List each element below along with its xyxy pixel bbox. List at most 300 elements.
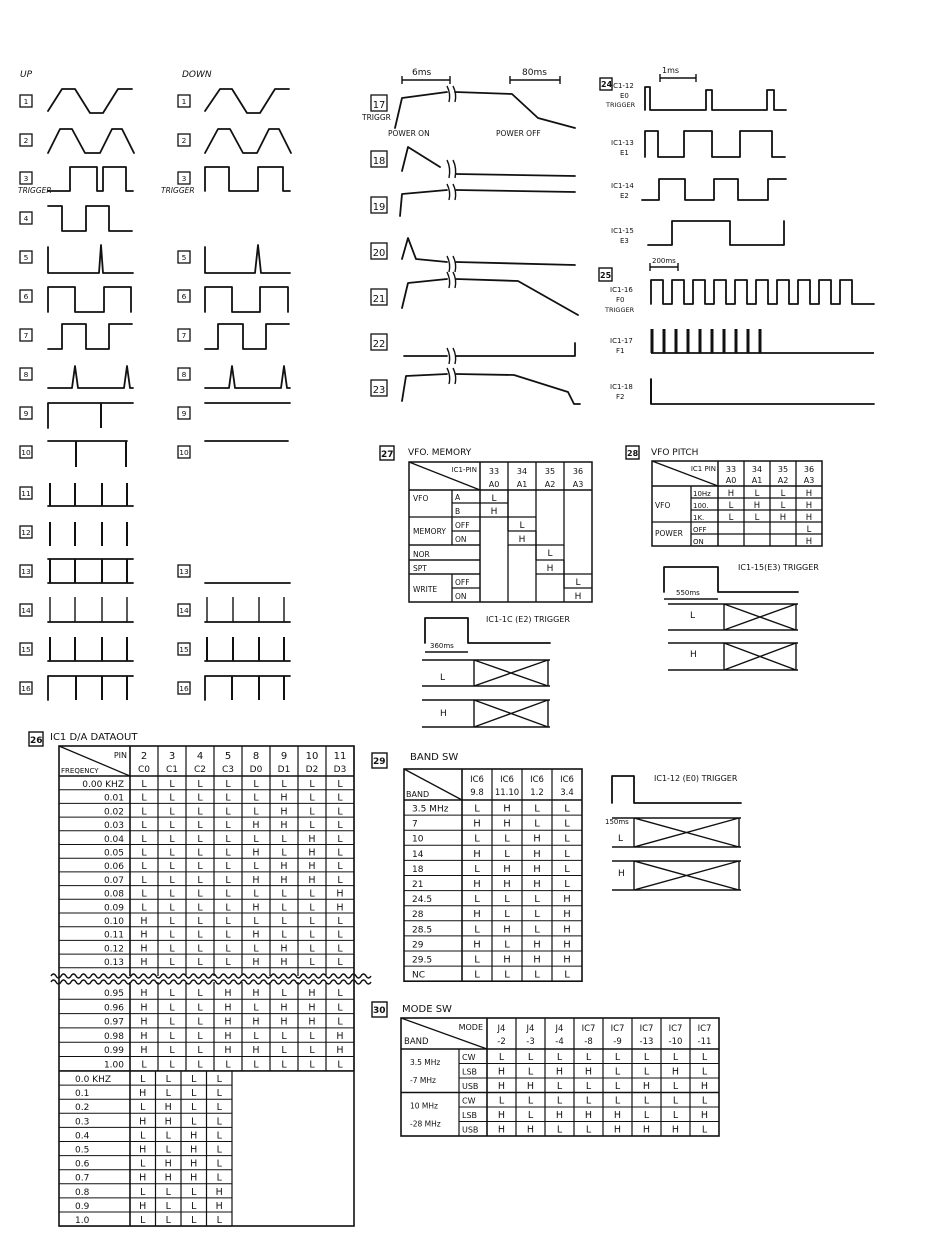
da-value: H — [336, 888, 344, 900]
da-value: L — [337, 779, 343, 790]
da-value: L — [197, 1016, 203, 1028]
power-row-number: 23 — [372, 385, 386, 396]
da-value: H — [308, 1016, 316, 1028]
da-value: L — [281, 833, 287, 845]
da-value: L — [309, 916, 315, 927]
vfo-pitch-value: L — [728, 501, 734, 511]
wave-17 — [395, 92, 575, 128]
da-value: L — [165, 1088, 171, 1100]
mode-sw-title: MODE SW — [402, 1004, 452, 1015]
mode-value: H — [671, 1066, 680, 1078]
da-value: L — [225, 957, 231, 969]
da-value: H — [308, 1002, 316, 1014]
da-value: L — [309, 779, 315, 790]
vfo-memory-sub: ON — [455, 535, 467, 544]
da-value: L — [216, 1130, 222, 1142]
e-name-label: E0 — [620, 92, 629, 100]
da-pin-sig: C2 — [193, 765, 207, 775]
band-sw-l-label: L — [618, 834, 624, 844]
vfo-memory-value: H — [518, 535, 526, 545]
down-wave-6 — [205, 287, 288, 312]
da-value: L — [309, 1045, 315, 1057]
da-value: L — [197, 833, 203, 845]
da-value: L — [197, 792, 203, 804]
da-value: H — [336, 902, 344, 914]
band-col-a: IC6 — [560, 775, 574, 785]
da-value: H — [139, 1144, 147, 1156]
wave-e0 — [645, 87, 786, 110]
da-value: H — [280, 1016, 288, 1028]
mode-value: L — [527, 1110, 534, 1121]
da-value: L — [169, 820, 175, 832]
vfo-memory-group: MEMORY — [413, 527, 446, 536]
vfo-pitch-pin-num: 33 — [725, 465, 737, 474]
da-value: H — [140, 988, 148, 999]
band-value: H — [563, 909, 571, 921]
da-value: L — [309, 792, 315, 804]
da-value: L — [337, 929, 343, 941]
da-value: L — [281, 888, 287, 900]
vfo-pitch-value: H — [805, 513, 813, 523]
power-row-number: 19 — [372, 202, 386, 213]
da-value: H — [308, 874, 316, 886]
da-pin-sig: D0 — [249, 765, 263, 775]
power-on-label: POWER ON — [388, 129, 430, 138]
mode-value: L — [701, 1066, 708, 1078]
down-row-number: 13 — [179, 567, 189, 576]
vfo-memory-value: L — [575, 578, 581, 588]
da-value: L — [225, 847, 231, 859]
da-value: H — [252, 820, 260, 832]
up-row-number: 10 — [21, 448, 31, 457]
up-row-number: 2 — [23, 136, 29, 145]
band-value: H — [533, 848, 541, 860]
mode-value: L — [527, 1095, 534, 1107]
da-value: L — [169, 1030, 175, 1042]
vfo-memory-group: WRITE — [413, 585, 438, 594]
band-value: H — [563, 894, 571, 906]
vfo-pitch-pin-num: 35 — [777, 465, 789, 474]
mode-value: L — [672, 1052, 679, 1063]
block-num-25: 25 — [600, 271, 612, 280]
da-freq: 0.9 — [75, 1201, 90, 1212]
up-row-number: 7 — [23, 331, 29, 340]
mode-col-a: IC7 — [581, 1024, 596, 1034]
band-value: H — [473, 879, 481, 890]
up-row-number: 12 — [21, 528, 31, 537]
mode-value: L — [643, 1095, 650, 1107]
vfo-memory-trigger-time: 360ms — [430, 642, 454, 650]
mode-band-l2: -28 MHz — [410, 1119, 441, 1129]
mode-value: H — [497, 1124, 506, 1136]
band-col-b: 9.8 — [470, 788, 484, 798]
down-label: DOWN — [182, 70, 212, 80]
vfo-pitch-value: L — [806, 525, 812, 535]
band-value: L — [534, 818, 540, 830]
da-value: L — [169, 957, 175, 969]
band-value: L — [504, 848, 510, 860]
da-value: L — [337, 957, 343, 969]
da-value: H — [190, 1130, 198, 1142]
da-value: L — [337, 1002, 343, 1014]
da-value: H — [140, 916, 148, 927]
da-value: H — [308, 988, 316, 999]
da-value: L — [169, 874, 175, 886]
vfo-memory-pin-num: 35 — [544, 467, 556, 476]
mode-band-l1: 3.5 MHz — [410, 1058, 441, 1067]
da-value: L — [253, 1059, 259, 1071]
down-wave-3 — [205, 167, 290, 191]
da-value: L — [165, 1186, 171, 1198]
da-pin-sig: C0 — [137, 765, 151, 775]
vfo-memory-pin-sig: A1 — [516, 480, 528, 489]
vfo-pitch-pin-sig: A0 — [725, 476, 737, 485]
da-value: L — [225, 916, 231, 927]
up-row-number: 6 — [23, 292, 29, 301]
time-1ms-bracket — [660, 74, 696, 82]
da-freq: 0.98 — [103, 1031, 124, 1042]
vfo-pitch-value: L — [728, 513, 734, 523]
da-corner-bottom: FREQENCY — [61, 767, 99, 775]
mode-col-b: -4 — [555, 1037, 564, 1047]
da-freq: 0.99 — [103, 1046, 124, 1057]
band-value: L — [474, 833, 480, 845]
down-row-number: 5 — [181, 253, 187, 262]
da-value: L — [140, 1102, 146, 1114]
up-trigger-label: TRIGGER — [18, 186, 52, 195]
da-value: L — [165, 1215, 171, 1226]
up-row-number: 15 — [21, 645, 31, 654]
da-freq: 1.0 — [75, 1216, 90, 1226]
da-value: L — [225, 902, 231, 914]
da-value: L — [191, 1186, 197, 1198]
up-row-number: 14 — [21, 606, 31, 615]
vfo-pitch-trigger-title: IC1-15(E3) TRIGGER — [738, 563, 819, 572]
da-value: L — [197, 943, 203, 955]
up-wave-6 — [48, 287, 131, 312]
da-value: H — [140, 1016, 148, 1028]
wave-f1 — [651, 329, 874, 353]
up-row-number: 11 — [21, 489, 31, 498]
band-value: H — [473, 818, 481, 830]
time-6ms: 6ms — [412, 68, 432, 78]
vfo-memory-value: H — [490, 507, 498, 517]
da-freq: 0.10 — [103, 917, 124, 927]
vfo-memory-value: L — [547, 549, 553, 559]
up-row-number: 13 — [21, 567, 31, 576]
mode-col-a: IC7 — [610, 1024, 625, 1034]
da-value: L — [141, 1059, 147, 1071]
da-freq: 0.11 — [103, 930, 124, 941]
da-value: H — [224, 1016, 232, 1028]
band-col-a: IC6 — [470, 775, 484, 785]
vfo-memory-group: NOR — [413, 550, 430, 559]
mode-value: L — [585, 1081, 592, 1092]
da-value: L — [197, 1045, 203, 1057]
mode-value: L — [614, 1066, 621, 1078]
da-break-line-a — [51, 974, 371, 978]
da-value: L — [309, 1030, 315, 1042]
band-value: L — [564, 818, 570, 830]
mode-col-a: J4 — [526, 1024, 535, 1034]
da-freq: 0.04 — [103, 834, 124, 845]
da-value: H — [336, 1045, 344, 1057]
power-waveforms — [361, 68, 580, 404]
da-value: L — [309, 1059, 315, 1071]
da-value: L — [225, 779, 231, 790]
da-value: L — [337, 833, 343, 845]
mode-col-b: -3 — [526, 1037, 535, 1047]
mode-value: L — [585, 1052, 592, 1063]
da-value: L — [281, 929, 287, 941]
mode-value: L — [498, 1095, 505, 1107]
vfo-memory-trigger-title: IC1-1C (E2) TRIGGER — [486, 615, 570, 624]
wave-21 — [402, 279, 578, 315]
vfo-pitch-sub: 100. — [693, 502, 709, 510]
band-row-label: 29.5 — [412, 955, 433, 966]
block-num-27: 27 — [381, 450, 394, 460]
da-value: H — [164, 1116, 172, 1128]
mode-row-label: USB — [462, 1082, 479, 1091]
vfo-pitch-pin-sig: A3 — [803, 476, 815, 485]
da-value: L — [281, 988, 287, 999]
band-row-label: 29 — [412, 940, 424, 951]
band-value: H — [533, 879, 541, 890]
up-wave-4 — [48, 206, 132, 231]
da-value: H — [252, 929, 260, 941]
da-value: L — [281, 1030, 287, 1042]
da-value: L — [140, 1215, 146, 1226]
da-value: L — [281, 1045, 287, 1057]
da-pin-sig: C3 — [221, 765, 235, 775]
da-value: L — [197, 847, 203, 859]
vfo-pitch-pin-num: 36 — [803, 465, 815, 474]
vfo-memory-pin-sig: A2 — [544, 480, 556, 489]
da-pin-num: 11 — [333, 751, 347, 762]
da-freq: 0.08 — [103, 889, 124, 900]
up-wave-7 — [48, 324, 132, 349]
da-value: L — [225, 929, 231, 941]
da-dataout-block — [29, 732, 371, 1226]
power-row-number: 18 — [372, 156, 386, 167]
mode-value: L — [556, 1081, 563, 1092]
da-value: L — [140, 1074, 146, 1085]
vfo-memory-value: H — [546, 564, 554, 574]
da-value: H — [215, 1186, 223, 1198]
e-name-label: E1 — [620, 149, 629, 157]
band-value: L — [474, 924, 480, 936]
da-freq: 0.6 — [75, 1159, 90, 1170]
da-value: L — [141, 888, 147, 900]
da-value: H — [140, 943, 148, 955]
da-value: L — [337, 806, 343, 818]
da-value: L — [165, 1144, 171, 1156]
mode-col-b: -8 — [584, 1037, 593, 1047]
mode-value: L — [527, 1066, 534, 1078]
da-pin-num: 5 — [224, 751, 232, 762]
da-value: L — [197, 806, 203, 818]
vfo-pitch-value: L — [780, 489, 786, 499]
wave-18 — [402, 147, 575, 176]
up-row-number: 5 — [23, 253, 29, 262]
up-waveform-traces — [48, 89, 134, 700]
da-value: L — [253, 916, 259, 927]
down-row-number: 6 — [181, 292, 187, 301]
da-freq: 0.1 — [75, 1089, 90, 1100]
da-value: H — [252, 902, 260, 914]
da-value: H — [164, 1172, 172, 1184]
band-value: L — [504, 894, 510, 906]
band-row-label: 14 — [412, 849, 424, 860]
da-value: H — [140, 1002, 148, 1014]
da-value: H — [280, 957, 288, 969]
up-wave-16 — [48, 676, 133, 700]
da-freq: 1.00 — [103, 1060, 124, 1071]
da-value: L — [337, 943, 343, 955]
da-value: H — [139, 1088, 147, 1100]
da-pin-num: 2 — [140, 751, 148, 762]
up-row-number: 8 — [23, 370, 29, 379]
mode-value: H — [642, 1081, 651, 1092]
da-value: L — [165, 1074, 171, 1085]
mode-value: H — [700, 1081, 709, 1092]
wave-e1 — [645, 131, 785, 157]
vfo-pitch-group: VFO — [655, 501, 671, 510]
da-value: H — [280, 1002, 288, 1014]
da-freq: 0.00 KHZ — [82, 780, 124, 790]
da-value: L — [169, 806, 175, 818]
da-value: L — [216, 1215, 222, 1226]
mode-value: L — [672, 1110, 679, 1121]
down-row-number: 7 — [181, 331, 187, 340]
da-value: H — [140, 929, 148, 941]
band-value: H — [503, 924, 511, 936]
band-value: L — [534, 969, 540, 981]
band-value: H — [533, 833, 541, 845]
band-value: L — [564, 969, 570, 981]
da-value: L — [337, 988, 343, 999]
vfo-memory-pin-sig: A3 — [572, 480, 584, 489]
da-value: L — [253, 861, 259, 873]
vfo-memory-sub: OFF — [455, 578, 470, 587]
mode-col-a: IC7 — [697, 1024, 712, 1034]
da-freq: 0.7 — [75, 1173, 90, 1184]
da-freq: 0.12 — [103, 944, 124, 955]
da-value: L — [225, 792, 231, 804]
da-value: H — [280, 806, 288, 818]
break-18 — [447, 160, 456, 178]
da-value: H — [215, 1200, 223, 1212]
band-sw-h-label: H — [618, 869, 625, 879]
break-19 — [447, 184, 456, 200]
down-row-number: 15 — [179, 645, 189, 654]
f-extra-label: TRIGGER — [605, 306, 635, 314]
band-row-label: 3.5 MHz — [412, 804, 449, 815]
band-value: L — [474, 969, 480, 981]
da-freq: 0.05 — [103, 848, 124, 859]
da-freq: 0.95 — [103, 989, 124, 999]
band-value: L — [564, 879, 570, 890]
mode-value: L — [672, 1081, 679, 1092]
da-value: L — [141, 874, 147, 886]
band-row-label: 21 — [412, 880, 424, 890]
da-pin-num: 10 — [305, 751, 319, 762]
mode-col-b: -10 — [668, 1037, 683, 1047]
mode-value: L — [643, 1052, 650, 1063]
da-value: L — [197, 874, 203, 886]
down-row-number: 2 — [181, 136, 187, 145]
mode-value: H — [700, 1110, 709, 1121]
mode-col-a: J4 — [497, 1024, 506, 1034]
da-value: L — [197, 779, 203, 790]
mode-value: L — [643, 1110, 650, 1121]
da-freq: 0.5 — [75, 1145, 90, 1156]
mode-value: L — [556, 1052, 563, 1063]
down-wave-7 — [205, 324, 289, 349]
da-value: L — [281, 916, 287, 927]
vfo-pitch-value: H — [805, 537, 813, 547]
mode-value: L — [556, 1124, 563, 1136]
da-value: H — [224, 1002, 232, 1014]
da-value: L — [309, 902, 315, 914]
mode-corner-bottom: BAND — [404, 1037, 429, 1047]
da-value: H — [224, 988, 232, 999]
da-value: L — [140, 1130, 146, 1142]
band-sw-trigger-time: 150ms — [605, 818, 629, 826]
da-value: L — [197, 1030, 203, 1042]
block-num-30: 30 — [373, 1006, 386, 1016]
vfo-pitch-sub: ON — [693, 538, 704, 546]
band-sw-l-x — [612, 818, 741, 847]
mode-row-label: USB — [462, 1125, 479, 1135]
wave-19 — [400, 190, 575, 216]
band-row-label: 7 — [412, 819, 418, 830]
da-value: L — [337, 792, 343, 804]
e-name-label: E2 — [620, 192, 629, 200]
band-value: L — [534, 924, 540, 936]
da-value: L — [337, 847, 343, 859]
da-value: L — [165, 1130, 171, 1142]
da-value: L — [309, 888, 315, 900]
updown-waveforms — [18, 70, 291, 700]
down-row-number: 16 — [179, 684, 189, 693]
band-value: H — [473, 848, 481, 860]
da-value: L — [337, 916, 343, 927]
block-num-29: 29 — [373, 757, 386, 767]
vfo-memory-sub: B — [455, 507, 461, 516]
vfo-memory-group: VFO — [413, 494, 429, 503]
da-value: L — [216, 1116, 222, 1128]
power-row-number: 17 — [372, 100, 386, 111]
da-value: L — [225, 861, 231, 873]
mode-value: H — [613, 1110, 622, 1121]
mode-col-b: -9 — [613, 1037, 622, 1047]
e-pin-label: IC1-14 — [611, 182, 634, 190]
power-row-number: 21 — [372, 294, 386, 305]
da-value: H — [336, 1030, 344, 1042]
mode-col-a: J4 — [555, 1024, 564, 1034]
da-value: H — [280, 861, 288, 873]
band-value: L — [534, 803, 540, 815]
da-value: L — [216, 1144, 222, 1156]
mode-band-l1: 10 MHz — [410, 1101, 438, 1111]
up-row-number: 3 — [23, 174, 29, 183]
e-outputs-block — [600, 66, 786, 245]
da-value: H — [164, 1102, 172, 1114]
mode-row-label: LSB — [462, 1067, 478, 1077]
down-waveform-traces — [205, 89, 291, 700]
mode-value: H — [497, 1110, 506, 1121]
